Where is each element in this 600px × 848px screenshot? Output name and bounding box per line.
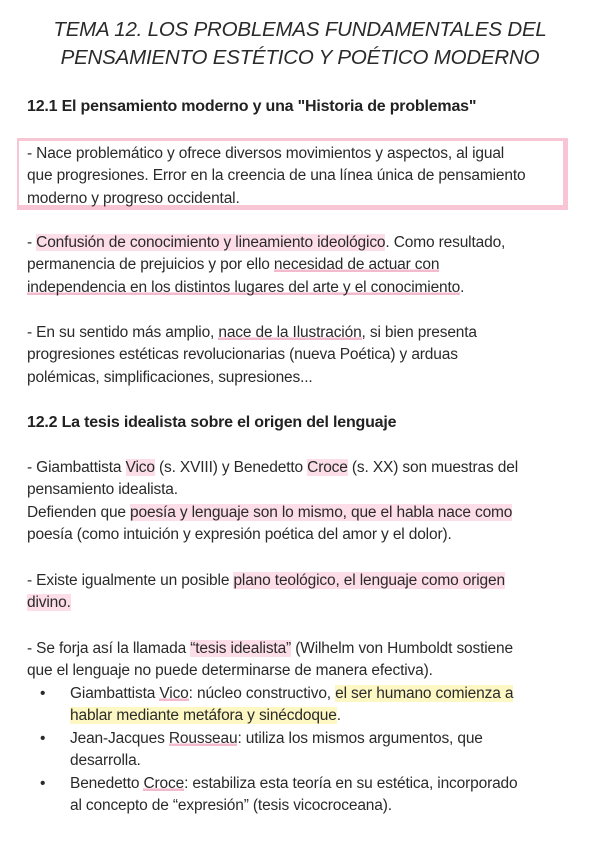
highlighted-text: plano teológico, el lenguaje como origen: [233, 572, 505, 589]
underlined-text: independencia en los distintos lugares del arte y el conocimiento: [27, 278, 461, 296]
highlighted-text: Vico: [125, 459, 155, 476]
highlighted-text: “tesis idealista”: [190, 640, 292, 657]
underlined-text: necesidad de actuar con: [273, 256, 440, 274]
text-line: hablar mediante metáfora y sinécdoque.: [70, 707, 341, 725]
text-line: moderno y progreso occidental.: [27, 189, 240, 207]
text-line: poesía (como intuición y expresión poética del amor y el dolor).: [27, 526, 452, 544]
paragraph-vico-croce: [27, 457, 572, 547]
bullet-icon: •: [40, 774, 46, 792]
bullet-icon: •: [40, 729, 46, 747]
highlighted-text: divino.: [27, 594, 71, 612]
text-line: permanencia de prejuicios y por ello necesidad de actuar con: [27, 256, 440, 274]
highlighted-text: Croce: [307, 459, 348, 476]
text-line: - Existe igualmente un posible plano teológico, el lenguaje como origen: [27, 572, 505, 589]
list-item: [27, 728, 572, 773]
highlighted-text: Confusión de conocimiento y lineamiento ideológico: [36, 234, 386, 251]
underlined-text: Croce: [143, 774, 185, 792]
text-line: polémicas, simplificaciones, supresiones...: [27, 368, 313, 386]
text-line: que el lenguaje no puede determinarse de manera efectiva).: [27, 662, 433, 680]
bullet-icon: •: [40, 685, 46, 702]
paragraph-plano-teologico: [27, 570, 572, 615]
text-line: independencia en los distintos lugares del arte y el conocimiento.: [27, 278, 465, 296]
title-line-2: PENSAMIENTO ESTÉTICO Y POÉTICO MODERNO: [60, 46, 540, 69]
text-line: al concepto de “expresión” (tesis vicocroceana).: [70, 797, 392, 815]
highlighted-text: hablar mediante metáfora y sinécdoque: [70, 707, 337, 725]
bullet-list: [27, 683, 572, 817]
title-line-1: TEMA 12. LOS PROBLEMAS FUNDAMENTALES DEL: [53, 18, 547, 41]
text-line: Jean-Jacques Rousseau: utiliza los mismos argumentos, que: [70, 729, 483, 747]
text-line: desarrolla.: [70, 752, 141, 770]
highlighted-text: poesía y lenguaje son lo mismo, que el habla nace como: [130, 503, 513, 521]
paragraph-tesis-idealista: [27, 638, 572, 683]
paragraph-confusion: [27, 232, 572, 299]
underlined-text: Vico: [159, 685, 189, 702]
text-line: - Nace problemático y ofrece diversos movimientos y aspectos, al igual: [27, 145, 505, 162]
highlighted-text: el ser humano comienza a: [335, 685, 514, 702]
text-line: progresiones estéticas revolucionarias (nueva Poética) y arduas: [27, 346, 458, 364]
text-line: - En su sentido más amplio, nace de la Ilustración, si bien presenta: [27, 324, 477, 341]
text-line: - Confusión de conocimiento y lineamiento ideológico. Como resultado,: [27, 234, 506, 251]
text-line: pensamiento idealista.: [27, 481, 178, 499]
document-title: [0, 16, 600, 72]
list-item: [27, 683, 572, 728]
text-line: Giambattista Vico: núcleo constructivo, el ser humano comienza a: [70, 685, 514, 702]
text-line: [27, 592, 572, 614]
underlined-text: Rousseau: [168, 729, 238, 747]
text-line: - Se forja así la llamada “tesis idealista” (Wilhelm von Humboldt sostiene: [27, 640, 513, 657]
section-heading-12-2: 12.2 La tesis idealista sobre el origen del lenguaje: [27, 414, 397, 431]
text-line: - Giambattista Vico (s. XVIII) y Benedetto Croce (s. XX) son muestras del: [27, 459, 519, 476]
paragraph-nace-problematico: [27, 143, 572, 210]
section-heading-12-1: 12.1 El pensamiento moderno y una "Historia de problemas": [27, 98, 477, 115]
text-line: Benedetto Croce: estabiliza esta teoría en su estética, incorporado: [70, 774, 518, 792]
list-item: [27, 773, 572, 818]
text-line: Defienden que poesía y lenguaje son lo mismo, que el habla nace como: [27, 503, 513, 521]
underlined-text: nace de la Ilustración: [218, 324, 362, 341]
text-line: que progresiones. Error en la creencia de una línea única de pensamiento: [27, 167, 526, 185]
paragraph-sentido-amplio: [27, 322, 572, 389]
